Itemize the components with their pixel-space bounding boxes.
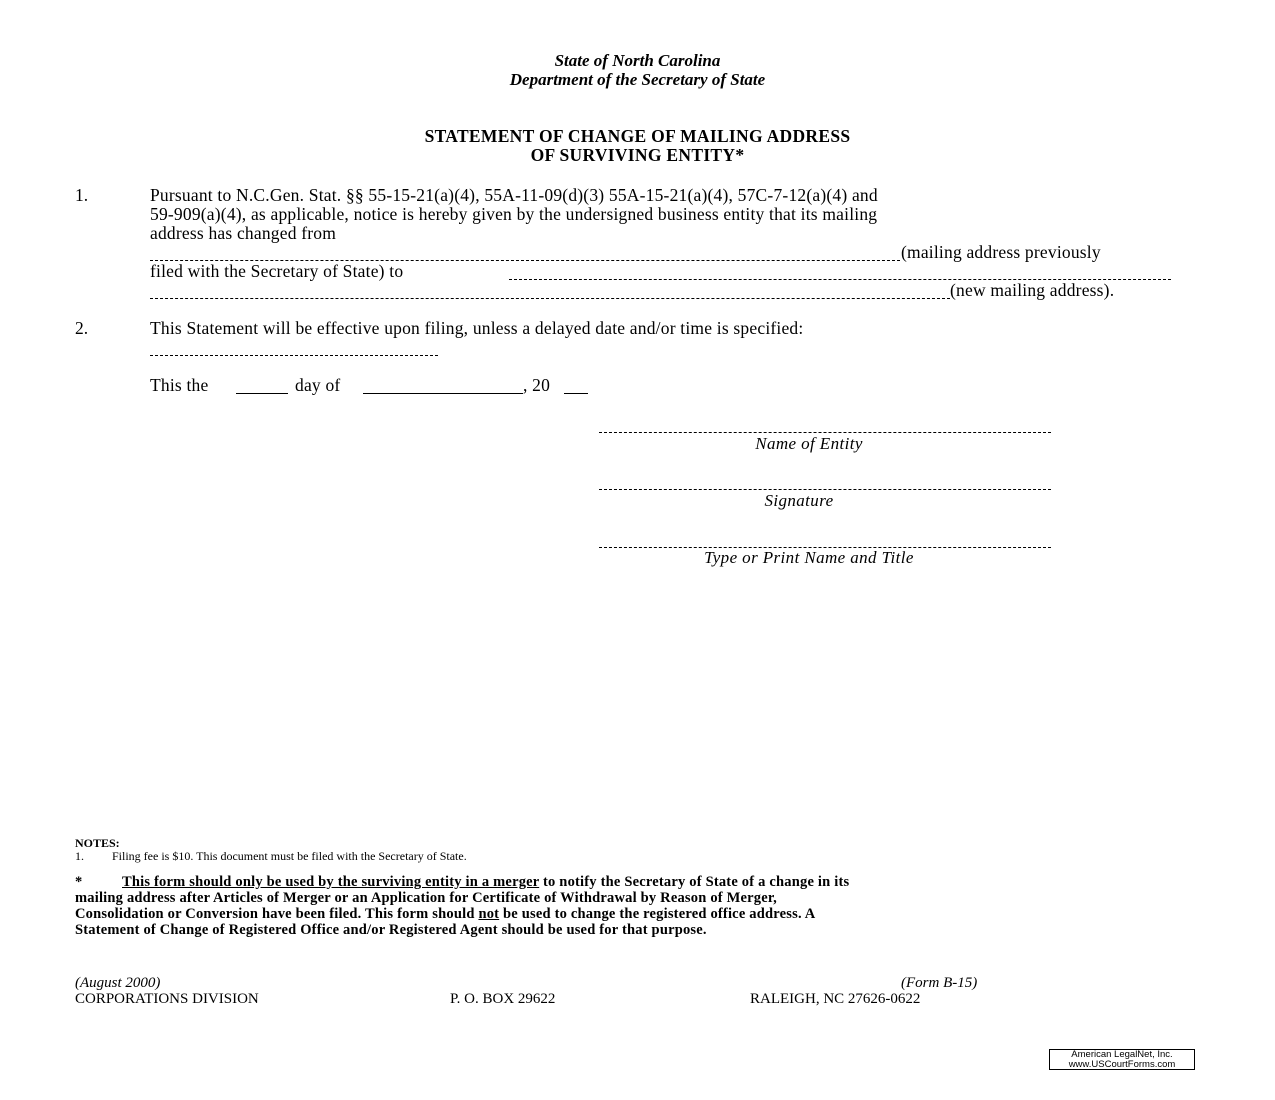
notes-heading: NOTES:	[75, 836, 120, 850]
entity-name-label: Name of Entity	[755, 434, 863, 453]
star-note-underlined: This form should only be used by the surviving entity in a merger	[122, 874, 540, 890]
item1-text-line1: Pursuant to N.C.Gen. Stat. §§ 55-15-21(a)(4), 55A-11-09(d)(3) 55A-15-21(a)(4), 57C-7-12(a)(4) and	[150, 185, 878, 205]
star-note-line2: mailing address after Articles of Merger or an Application for Certificate of Withdrawal by Reason of Merger,	[75, 890, 777, 906]
star-note-line1	[122, 874, 849, 891]
form-title-line2: OF SURVIVING ENTITY*	[530, 145, 745, 165]
new-address-field-2[interactable]	[150, 298, 950, 299]
department-heading: Department of the Secretary of State	[509, 70, 766, 89]
footer-po-box: P. O. BOX 29622	[450, 991, 556, 1007]
year-field[interactable]	[564, 393, 588, 394]
month-field[interactable]	[363, 393, 523, 394]
footer-date: (August 2000)	[75, 975, 161, 991]
print-name-label: Type or Print Name and Title	[704, 548, 914, 567]
badge-line2: www.USCourtForms.com	[1068, 1059, 1176, 1070]
footer-division: CORPORATIONS DIVISION	[75, 991, 259, 1007]
this-the-label: This the	[150, 375, 209, 395]
signature-field[interactable]	[599, 489, 1051, 490]
signature-label: Signature	[764, 491, 834, 510]
star-note-rest: to notify the Secretary of State of a change in its	[539, 874, 850, 890]
item2-text: This Statement will be effective upon filing, unless a delayed date and/or time is specified:	[150, 318, 804, 338]
entity-name-field[interactable]	[599, 432, 1051, 433]
day-of-label: day of	[295, 375, 341, 395]
day-field[interactable]	[236, 393, 288, 394]
item1-text-line2: 59-909(a)(4), as applicable, notice is hereby given by the undersigned business entity that its mailing	[150, 204, 878, 224]
note1-number: 1.	[75, 849, 84, 863]
filed-with-label: filed with the Secretary of State) to	[150, 261, 404, 281]
item1-number: 1.	[75, 185, 89, 205]
item2-number: 2.	[75, 318, 89, 338]
footer-city: RALEIGH, NC 27626-0622	[750, 991, 921, 1007]
new-address-label: (new mailing address).	[950, 280, 1115, 300]
footer-form-number: (Form B-15)	[901, 975, 978, 991]
badge-line1: American LegalNet, Inc.	[1071, 1049, 1173, 1060]
star-note-line4: Statement of Change of Registered Office and/or Registered Agent should be used for that purpose.	[75, 922, 707, 938]
star-note-not: not	[478, 906, 500, 922]
star-note-marker: *	[75, 874, 83, 890]
previous-address-label: (mailing address previously	[901, 242, 1101, 262]
form-title-line1: STATEMENT OF CHANGE OF MAILING ADDRESS	[424, 126, 851, 146]
legalnet-badge[interactable]	[1049, 1049, 1195, 1070]
year-prefix-label: , 20	[523, 375, 551, 395]
star-note-line3	[75, 906, 815, 923]
star-note-line3-pre: Consolidation or Conversion have been filed. This form should	[75, 906, 479, 922]
note1-text: Filing fee is $10. This document must be filed with the Secretary of State.	[112, 849, 467, 863]
state-heading: State of North Carolina	[554, 51, 721, 70]
star-note-line3-post: be used to change the registered office address. A	[499, 906, 816, 922]
item1-text-line3: address has changed from	[150, 223, 337, 243]
delayed-date-field[interactable]	[150, 355, 438, 356]
